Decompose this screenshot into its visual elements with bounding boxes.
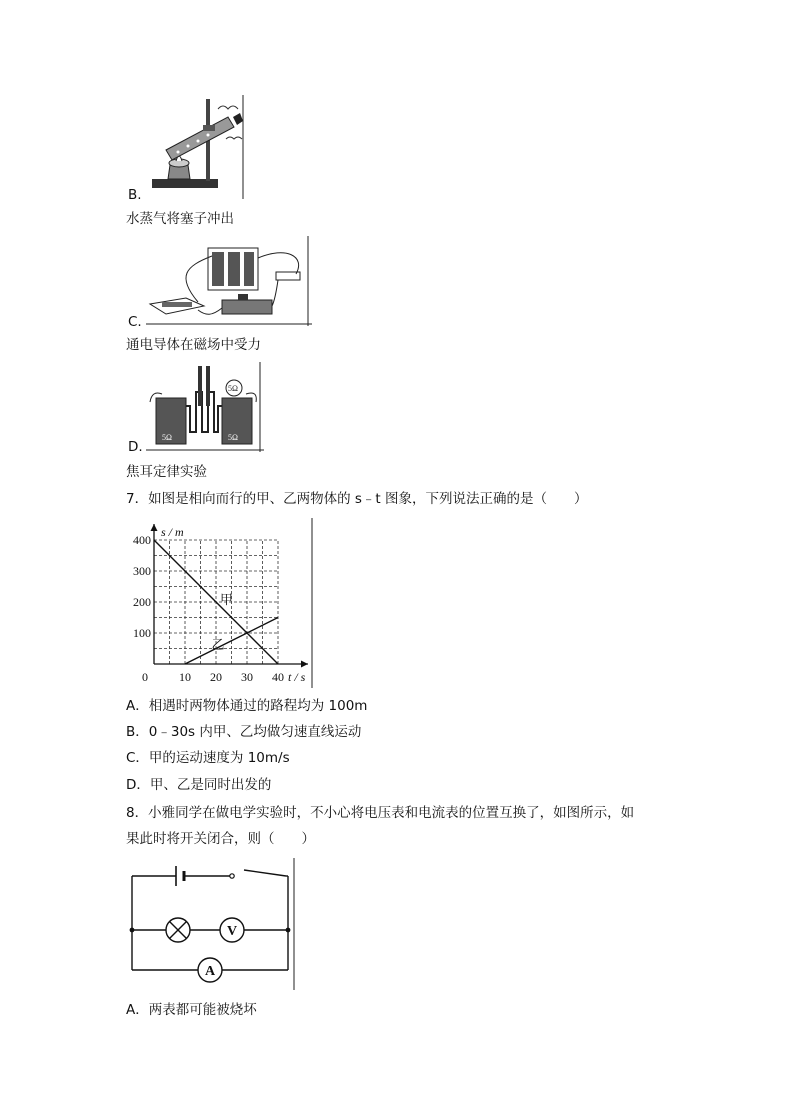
s-t-graph <box>128 518 318 688</box>
x-tick-label: 20 <box>210 670 222 684</box>
question-8-stem-line1: 8．小雅同学在做电学实验时，不小心将电压表和电流表的位置互换了，如图所示，如 <box>126 805 635 821</box>
option-d-caption: 焦耳定律实验 <box>126 464 207 480</box>
steam-cork-apparatus-figure <box>148 95 248 199</box>
question-8-option-a: A．两表都可能被烧坏 <box>126 1002 257 1018</box>
switch-blade <box>244 870 286 876</box>
question-7-option-d: D．甲、乙是同时出发的 <box>126 777 272 793</box>
resistor-label: 5Ω <box>228 384 238 393</box>
option-b-caption: 水蒸气将塞子冲出 <box>126 211 234 227</box>
energized-conductor-magnet-figure <box>146 236 312 326</box>
junction-right <box>286 928 291 933</box>
y-tick-label: 400 <box>133 533 151 547</box>
question-7-stem: 7．如图是相向而行的甲、乙两物体的 s﹣t 图象，下列说法正确的是（ ） <box>126 491 588 507</box>
voltmeter-letter: V <box>226 924 238 939</box>
junction-left <box>130 928 135 933</box>
question-7-option-a: A．相遇时两物体通过的路程均为 100m <box>126 698 368 714</box>
series-jia-label: 甲 <box>220 592 234 607</box>
option-c-caption: 通电导体在磁场中受力 <box>126 337 261 353</box>
y-tick-label: 300 <box>133 564 151 578</box>
x-axis-arrow <box>301 661 308 668</box>
option-b-letter: B. <box>128 187 142 203</box>
question-7-option-b: B．0﹣30s 内甲、乙均做匀速直线运动 <box>126 724 362 740</box>
y-tick-label: 100 <box>133 626 151 640</box>
circuit-diagram <box>126 858 298 990</box>
y-tick-label: 200 <box>133 595 151 609</box>
x-tick-label: 10 <box>179 670 191 684</box>
x-axis-label: t / s <box>288 670 306 684</box>
series-yi-label: 乙 <box>211 636 225 652</box>
y-axis-arrow <box>151 524 158 531</box>
beaker-right-label: 5Ω <box>228 433 238 442</box>
question-8-stem-line2: 果此时将开关闭合，则（ ） <box>126 831 315 847</box>
lamp-symbol <box>166 918 190 942</box>
option-c-letter: C. <box>128 314 142 330</box>
y-axis-label: s / m <box>161 525 184 539</box>
switch-pivot <box>230 874 234 878</box>
option-d-letter: D. <box>128 439 143 455</box>
joule-law-apparatus-figure <box>146 362 264 452</box>
question-7-option-c: C．甲的运动速度为 10m/s <box>126 750 290 766</box>
origin-label: 0 <box>142 670 148 684</box>
x-tick-label: 30 <box>241 670 253 684</box>
ammeter-letter: A <box>204 964 216 979</box>
beaker-left-label: 5Ω <box>162 433 172 442</box>
x-tick-label: 40 <box>272 670 284 684</box>
